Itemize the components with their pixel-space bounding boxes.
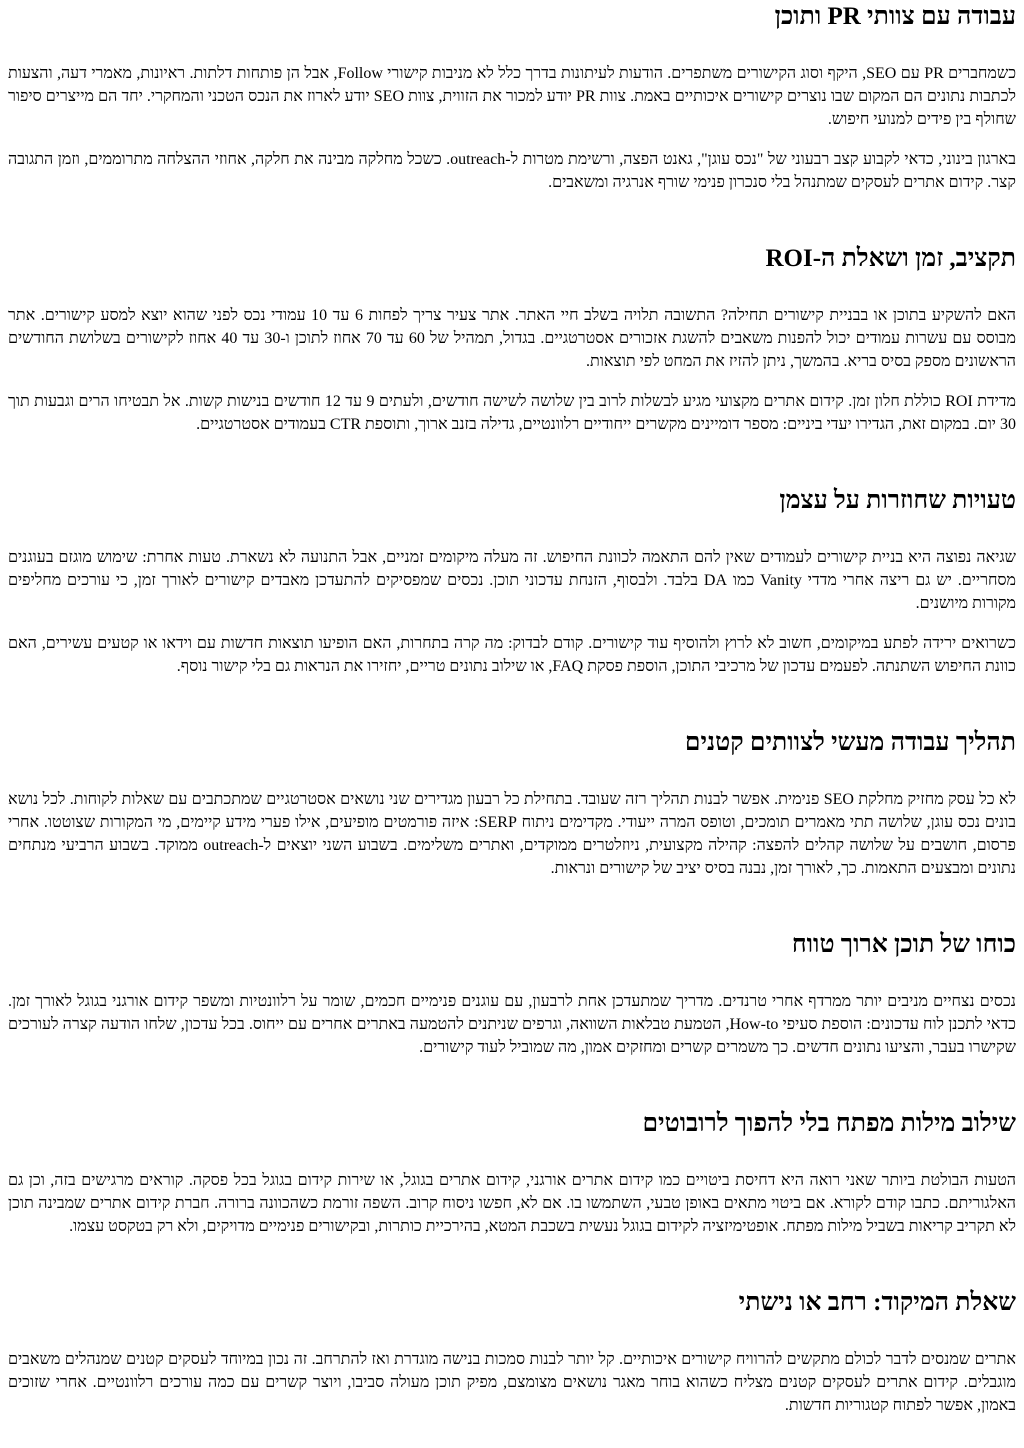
- section-heading: שילוב מילות מפתח בלי להפוך לרובוטים: [642, 1110, 1016, 1137]
- section-small-team-process: [8, 728, 1016, 880]
- section-heading: כוחו של תוכן ארוך טווח: [791, 931, 1016, 958]
- section-evergreen-content: [8, 930, 1016, 1059]
- section-heading: תקציב, זמן ושאלת ה-ROI: [765, 245, 1016, 272]
- section-heading: טעויות שחוזרות על עצמן: [779, 487, 1016, 514]
- section-heading: עבודה עם צוותי PR ותוכן: [774, 3, 1016, 30]
- paragraph: הטעות הבולטת ביותר שאני רואה היא דחיסת ביטויים כמו קידום אתרים אורגני, קידום אתרים בגוגל, או שירות קידום בגוגל בכל פסקה. קוראים מרגישים בזה, וכן גם האלגוריתם. כתבו קודם לקורא. אם ביטוי מתאים באופן טבעי, השתמשו בו. אם לא, חפשו ניסוח קרוב. השפה זורמת כשהכוונה ברורה. חברת קידום אתרים שמבינה תוכן לא תקריב קריאות בשביל מילות מפתח. אופטימיזציה לקידום בגוגל נעשית בשכבת המטא, בהירכיית כותרות, ובקישורים פנימיים מדויקים, ולא רק בטקסט עצמו.: [8, 1172, 1016, 1235]
- paragraph: כשרואים ירידה לפתע במיקומים, חשוב לא לרוץ ולהוסיף עוד קישורים. קודם לבדוק: מה קרה בתחרות, האם הופיעו תוצאות חדשות עם וידאו או קטעים עשירים, האם כוונת החיפוש השתנתה. לפעמים עדכון של מרכיבי התוכן, הוספת פסקת FAQ, או שילוב נתונים טריים, יחזירו את הנראות גם בלי קישור נוסף.: [8, 635, 1016, 675]
- section-common-mistakes: [8, 486, 1016, 678]
- paragraph: לא כל עסק מחזיק מחלקת SEO פנימית. אפשר לבנות תהליך רזה שעובד. בתחילת כל רבעון מגדירים שני נושאים אסטרטגיים שמתכתבים עם שאלות לקוחות. לכל נושא בונים נכס עוגן, שלושה תתי מאמרים תומכים, וטופס המרה ייעודי. מקדימים ניתוח SERP: איזה פורמטים מופיעים, אילו פערי מידע קיימים, מי המקורות שצוטטו. אחרי פרסום, חושבים על שלושה קהלים להפצה: קהילה מקצועית, ניוזלטרים ממוקדים, ואתרים משלימים. בשבוע השני יוצאים ל-outreach ממוקד. בשבוע הרביעי מנתחים נתונים ומבצעים התאמות. כך, לאורך זמן, נבנה בסיס יציב של קישורים ונראות.: [8, 791, 1017, 877]
- paragraph: בארגון בינוני, כדאי לקבוע קצב רבעוני של "נכס עוגן", גאנט הפצה, ורשימת מטרות ל-outreach. כשכל מחלקה מבינה את חלקה, אחוזי ההצלחה מתרוממים, וזמן התגובה קצר. קידום אתרים לעסקים שמתנהל בלי סנכרון פנימי שורף אנרגיה ומשאבים.: [8, 151, 1016, 191]
- paragraph: נכסים נצחיים מניבים יותר ממרדף אחרי טרנדים. מדריך שמתעדכן אחת לרבעון, עם עוגנים פנימיים חכמים, שומר על רלוונטיות ומשפר קידום אורגני בגוגל לאורך זמן. כדאי לתכנן לוח עדכונים: הוספת סעיפי How-to, הטמעת טבלאות השוואה, וגרפים שניתנים להטמעה באתרים אחרים עם ייחוס. בכל עדכון, שלחו הודעה קצרה לעורכים שקישרו בעבר, והציעו נתונים חדשים. כך משמרים קשרים ומחזקים אמון, מה שמוביל לעוד קישורים.: [8, 993, 1017, 1056]
- section-budget-roi: [8, 244, 1016, 436]
- paragraph: כשמחברים PR עם SEO, היקף וסוג הקישורים משתפרים. הודעות לעיתונות בדרך כלל לא מניבות קישורי Follow, אבל הן פותחות דלתות. ראיונות, מאמרי דעה, והצעות לכתבות נתונים הם המקום שבו נוצרים קישורים איכותיים באמת. צוות PR יודע למכור את הזווית, צוות SEO יודע לארוז את הנכס הטכני והמחקרי. יחד הם מייצרים סיפור שחולף בין פידים למנועי חיפוש.: [8, 65, 1017, 128]
- paragraph: מדידת ROI כוללת חלון זמן. קידום אתרים מקצועי מגיע לבשלות לרוב בין שלושה לשישה חודשים, ולעתים 9 עד 12 חודשים בנישות קשות. אל תבטיחו הרים וגבעות תוך 30 יום. במקום זאת, הגדירו יעדי ביניים: מספר דומיינים מקשרים ייחודיים רלוונטיים, גדילה בזנב ארוך, ותוספת CTR בעמודים אסטרטגיים.: [8, 393, 1017, 433]
- section-focus: [8, 1288, 1016, 1417]
- section-pr-content: [8, 2, 1016, 194]
- paragraph: אתרים שמנסים לדבר לכולם מתקשים להרוויח קישורים איכותיים. קל יותר לבנות סמכות בנישה מוגדרת ואז להתרחב. זה נכון במיוחד לעסקים קטנים שמנהלים משאבים מוגבלים. קידום אתרים לעסקים קטנים מצליח כשהוא בוחר מאגר נושאים מצומצם, מפיק תוכן מעולה סביבו, ויוצר קשרים עם כמה עורכים רלוונטיים. אחרי שזוכים באמון, אפשר לפתוח קטגוריות חדשות.: [8, 1351, 1016, 1414]
- section-heading: שאלת המיקוד: רחב או נישתי: [738, 1289, 1016, 1316]
- section-heading: תהליך עבודה מעשי לצוותים קטנים: [684, 729, 1016, 756]
- paragraph: שגיאה נפוצה היא בניית קישורים לעמודים שאין להם התאמה לכוונת החיפוש. זה מעלה מיקומים זמניים, אבל התנועה לא נשארת. טעות אחרת: שימוש מוגזם בעוגנים מסחריים. יש גם ריצה אחרי מדדי Vanity כמו DA בלבד. ולבסוף, הזנחת עדכוני תוכן. נכסים שמפסיקים להתעדכן מאבדים קישורים לאורך זמן, כי עורכים מחליפים מקורות מיושנים.: [8, 549, 1016, 612]
- paragraph: האם להשקיע בתוכן או בבניית קישורים תחילה? התשובה תלויה בשלב חיי האתר. אתר צעיר צריך לפחות 6 עד 10 עמודי נכס לפני שהוא יוצא למסע קישורים. אתר מבוסס עם עשרות עמודים יכול להפנות משאבים להשגת אזכורים אסטרטגיים. בגדול, תמהיל של 60 עד 70 אחוז לתוכן ו-30 עד 40 אחוז לקישורים בשלושת החודשים הראשונים מספק בסיס בריא. בהמשך, ניתן להזיז את המחט לפי תוצאות.: [8, 307, 1017, 370]
- section-keywords: [8, 1109, 1016, 1238]
